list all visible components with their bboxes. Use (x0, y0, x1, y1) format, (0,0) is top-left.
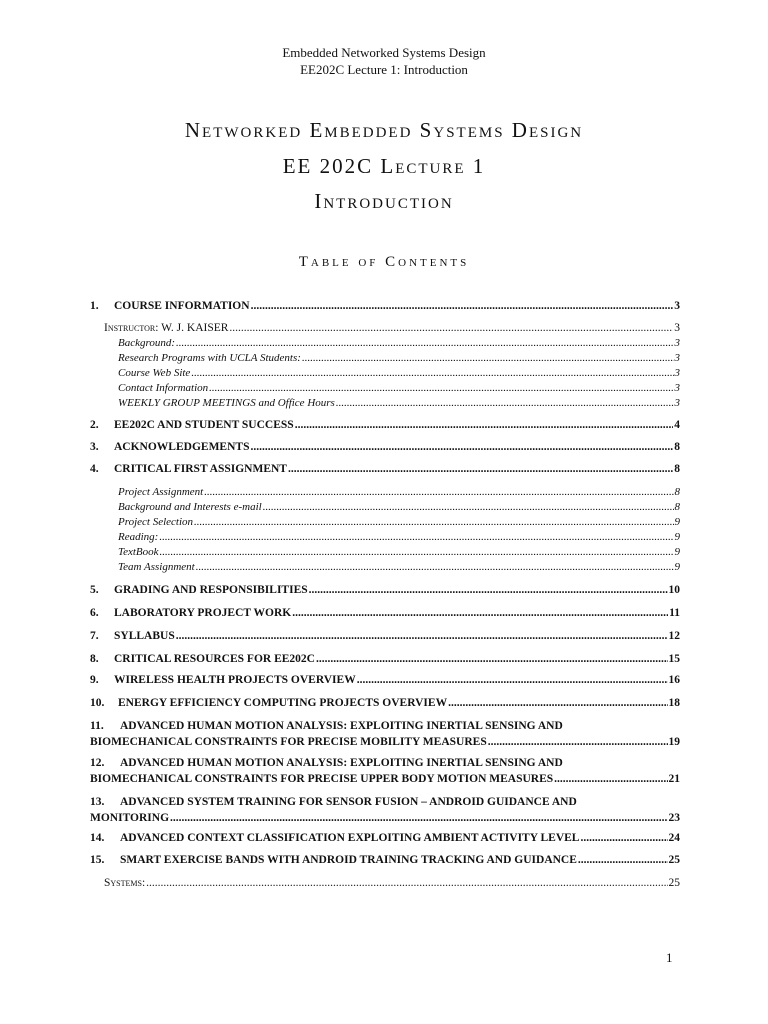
toc-entry-background-interests[interactable] (118, 501, 680, 513)
leader-dots (302, 352, 674, 364)
toc-entry-research-programs[interactable] (118, 352, 680, 364)
toc-entry-page: 3 (674, 382, 680, 394)
toc-entry-number: 12. (90, 757, 105, 769)
leader-dots (448, 697, 667, 709)
toc-entry-number: 4. (90, 463, 99, 475)
toc-entry-label: Background: (118, 337, 176, 349)
toc-entry-label: CRITICAL RESOURCES FOR EE202C (114, 653, 315, 665)
toc-entry-page: 15 (668, 653, 680, 665)
toc-entry-textbook[interactable] (118, 546, 680, 558)
toc-entry-page: 24 (668, 832, 680, 844)
toc-entry-page: 16 (668, 674, 680, 686)
leader-dots (160, 546, 674, 558)
toc-entry-label: ENERGY EFFICIENCY COMPUTING PROJECTS OVERVIEW (118, 697, 448, 709)
toc-entry-label: GRADING AND RESPONSIBILITIES (114, 584, 308, 596)
title-line-1: Networked Embedded Systems Design (184, 118, 584, 142)
leader-dots (191, 367, 673, 379)
toc-entry-label: TextBook (118, 546, 159, 558)
toc-entry-page: 23 (668, 812, 680, 824)
leader-dots (170, 810, 667, 826)
leader-dots (251, 300, 674, 312)
toc-entry-label: ACKNOWLEDGEMENTS (114, 441, 250, 453)
toc-entry-14[interactable] (90, 832, 680, 844)
toc-entry-page: 8 (674, 501, 680, 513)
toc-entry-label: Project Selection (118, 516, 194, 528)
toc-entry-6[interactable] (90, 607, 680, 619)
toc-entry-page: 8 (674, 441, 680, 453)
toc-entry-page: 10 (668, 584, 680, 596)
toc-entry-number: 2. (90, 419, 99, 431)
toc-entry-course-web-site[interactable] (118, 367, 680, 379)
toc-entry-page: 9 (674, 531, 680, 543)
toc-entry-page: 9 (674, 516, 680, 528)
toc-title: Table of Contents (298, 254, 470, 270)
toc-entry-label: Reading: (118, 531, 159, 543)
leader-dots (196, 561, 674, 573)
toc-entry-label: CRITICAL FIRST ASSIGNMENT (114, 463, 287, 475)
toc-entry-label: Project Assignment (118, 486, 204, 498)
toc-entry-page: 25 (668, 854, 680, 866)
leader-dots (309, 584, 668, 596)
toc-entry-8[interactable] (90, 653, 680, 665)
toc-entry-label: Research Programs with UCLA Students: (118, 352, 301, 364)
leader-dots (209, 382, 673, 394)
toc-entry-label: ADVANCED CONTEXT CLASSIFICATION EXPLOITING AMBIENT ACTIVITY LEVEL (120, 832, 580, 844)
toc-entry-number: 7. (90, 630, 99, 642)
toc-entry-instructor[interactable] (104, 322, 680, 334)
toc-entry-page: 3 (674, 352, 680, 364)
toc-entry-number: 5. (90, 584, 99, 596)
leader-dots (357, 674, 668, 686)
leader-dots (554, 771, 667, 787)
toc-entry-label: Contact Information (118, 382, 209, 394)
toc-entry-label: Team Assignment (118, 561, 195, 573)
toc-entry-7[interactable] (90, 630, 680, 642)
toc-entry-label: Systems: (104, 877, 146, 889)
running-header (0, 44, 768, 78)
toc-entry-label: WEEKLY GROUP MEETINGS and Office Hours (118, 397, 335, 409)
toc-entry-project-assignment[interactable] (118, 486, 680, 498)
toc-entry-number: 3. (90, 441, 99, 453)
toc-entry-label: WIRELESS HEALTH PROJECTS OVERVIEW (114, 674, 356, 686)
leader-dots (488, 734, 668, 750)
leader-dots (250, 441, 673, 453)
toc-entry-label: LABORATORY PROJECT WORK (114, 607, 292, 619)
toc-entry-1[interactable] (90, 300, 680, 312)
leader-dots (204, 486, 673, 498)
toc-entry-number: 10. (90, 697, 105, 709)
toc-entry-number: 9. (90, 674, 99, 686)
leader-dots (176, 337, 673, 349)
toc-entry-label-line2: MONITORING (90, 812, 170, 824)
toc-entry-project-selection[interactable] (118, 516, 680, 528)
toc-entry-number: 15. (90, 854, 105, 866)
leader-dots (194, 516, 673, 528)
toc-entry-label: Instructor: W. J. KAISER (104, 322, 229, 334)
toc-entry-number: 13. (90, 796, 105, 808)
toc-entry-page: 4 (674, 419, 680, 431)
leader-dots (578, 854, 668, 866)
leader-dots (146, 877, 667, 889)
leader-dots (316, 653, 668, 665)
toc-entry-9[interactable] (90, 674, 680, 686)
leader-dots (288, 463, 673, 475)
toc-entry-page: 3 (674, 337, 680, 349)
toc-entry-label: Course Web Site (118, 367, 191, 379)
header-line-1: Embedded Networked Systems Design (282, 45, 486, 60)
toc-entry-reading[interactable] (118, 531, 680, 543)
toc-entry-label-line2: BIOMECHANICAL CONSTRAINTS FOR PRECISE UPPER BODY MOTION MEASURES (90, 773, 554, 785)
toc-entry-page: 19 (668, 736, 680, 748)
toc-entry-page: 9 (674, 546, 680, 558)
toc-entry-page: 9 (674, 561, 680, 573)
toc-entry-3[interactable] (90, 441, 680, 453)
toc-entry-label: Background and Interests e-mail (118, 501, 262, 513)
toc-entry-number: 8. (90, 653, 99, 665)
toc-entry-2[interactable] (90, 419, 680, 431)
toc-entry-page: 21 (668, 773, 680, 785)
toc-entry-12[interactable] (90, 755, 680, 787)
toc-entry-label-line1: ADVANCED SYSTEM TRAINING FOR SENSOR FUSION – ANDROID GUIDANCE AND (120, 796, 577, 808)
toc-entry-contact-information[interactable] (118, 382, 680, 394)
leader-dots (159, 531, 673, 543)
toc-entry-page: 8 (674, 463, 680, 475)
toc-entry-5[interactable] (90, 584, 680, 596)
title-line-3: Introduction (314, 189, 454, 213)
toc-entry-page: 18 (668, 697, 680, 709)
toc-entry-label-line1: ADVANCED HUMAN MOTION ANALYSIS: EXPLOITING INERTIAL SENSING AND (120, 720, 563, 732)
leader-dots (336, 397, 674, 409)
toc-entry-15[interactable] (90, 854, 680, 866)
toc-entry-13[interactable] (90, 794, 680, 826)
page-number: 1 (666, 950, 673, 965)
toc-entry-number: 1. (90, 300, 99, 312)
toc-entry-label: COURSE INFORMATION (114, 300, 250, 312)
toc-entry-team-assignment[interactable] (118, 561, 680, 573)
leader-dots (229, 322, 673, 334)
leader-dots (292, 607, 668, 619)
toc-entry-page: 25 (668, 877, 680, 889)
toc-entry-page: 3 (674, 300, 680, 312)
toc-entry-11[interactable] (90, 718, 680, 750)
toc-entry-label: SYLLABUS (114, 630, 175, 642)
leader-dots (295, 419, 674, 431)
toc-entry-label-line1: ADVANCED HUMAN MOTION ANALYSIS: EXPLOITING INERTIAL SENSING AND (120, 757, 563, 769)
toc-entry-number: 11. (90, 720, 104, 732)
toc-entry-page: 11 (669, 607, 680, 619)
toc-entry-10[interactable] (90, 697, 680, 709)
leader-dots (263, 501, 674, 513)
leader-dots (176, 630, 668, 642)
toc-entry-page: 3 (674, 367, 680, 379)
toc-entry-systems[interactable] (104, 877, 680, 889)
toc-entry-page: 12 (668, 630, 680, 642)
toc-entry-weekly-group-meetings[interactable] (118, 397, 680, 409)
title-line-2: EE 202C Lecture 1 (282, 154, 486, 178)
toc-entry-page: 8 (674, 486, 680, 498)
toc-entry-background[interactable] (118, 337, 680, 349)
toc-entry-page: 3 (674, 397, 680, 409)
header-line-2: EE202C Lecture 1: Introduction (300, 62, 468, 77)
toc-entry-label: EE202C AND STUDENT SUCCESS (114, 419, 294, 431)
leader-dots (580, 832, 667, 844)
toc-entry-label-line2: BIOMECHANICAL CONSTRAINTS FOR PRECISE MOBILITY MEASURES (90, 736, 487, 748)
toc-entry-4[interactable] (90, 463, 680, 475)
toc-entry-number: 14. (90, 832, 105, 844)
toc-entry-page: 3 (674, 322, 680, 334)
toc-entry-label: SMART EXERCISE BANDS WITH ANDROID TRAINING TRACKING AND GUIDANCE (120, 854, 577, 866)
toc-entry-number: 6. (90, 607, 99, 619)
